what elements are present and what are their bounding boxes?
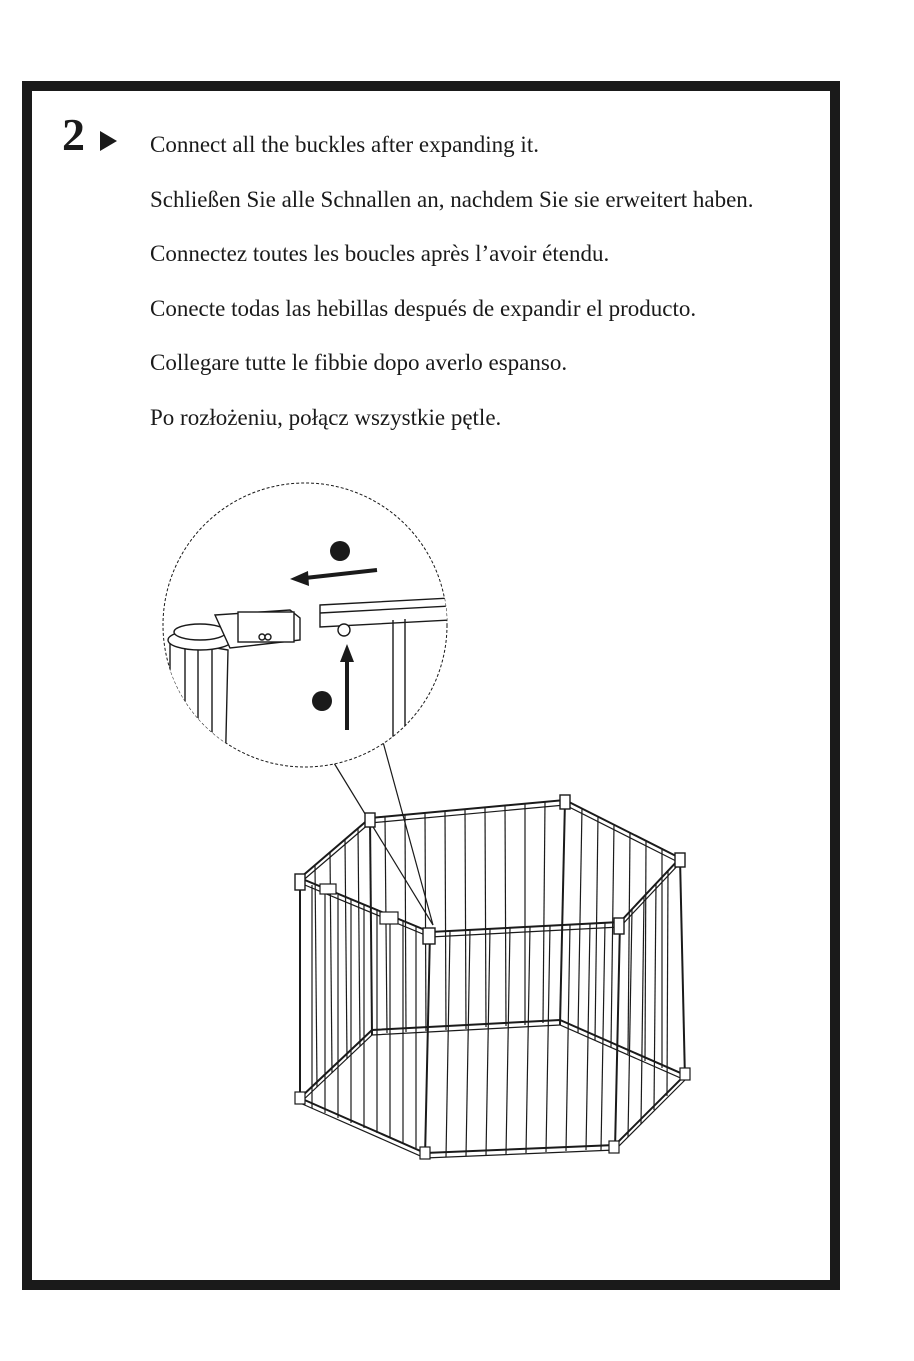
- instruction-spanish: Conecte todas las hebillas después de expandir el producto.: [150, 295, 697, 321]
- instruction-german: Schließen Sie alle Schnallen an, nachdem Sie sie erweitert haben.: [150, 186, 754, 212]
- step-number: 2: [62, 109, 85, 160]
- step-marker-2: [312, 691, 332, 711]
- instruction-italian: Collegare tutte le fibbie dopo averlo espanso.: [150, 350, 568, 375]
- instruction-english: Connect all the buckles after expanding it.: [150, 132, 539, 157]
- triangle-right-icon: [100, 131, 117, 151]
- instruction-french: Connectez toutes les boucles après l’avoir étendu.: [150, 241, 610, 266]
- instruction-polish: Po rozłożeniu, połącz wszystkie pętle.: [150, 404, 502, 430]
- step-marker-1: [330, 541, 350, 561]
- playpen-drawing: [295, 795, 690, 1159]
- playpen-illustration: [150, 480, 710, 1180]
- instruction-list: [150, 130, 754, 457]
